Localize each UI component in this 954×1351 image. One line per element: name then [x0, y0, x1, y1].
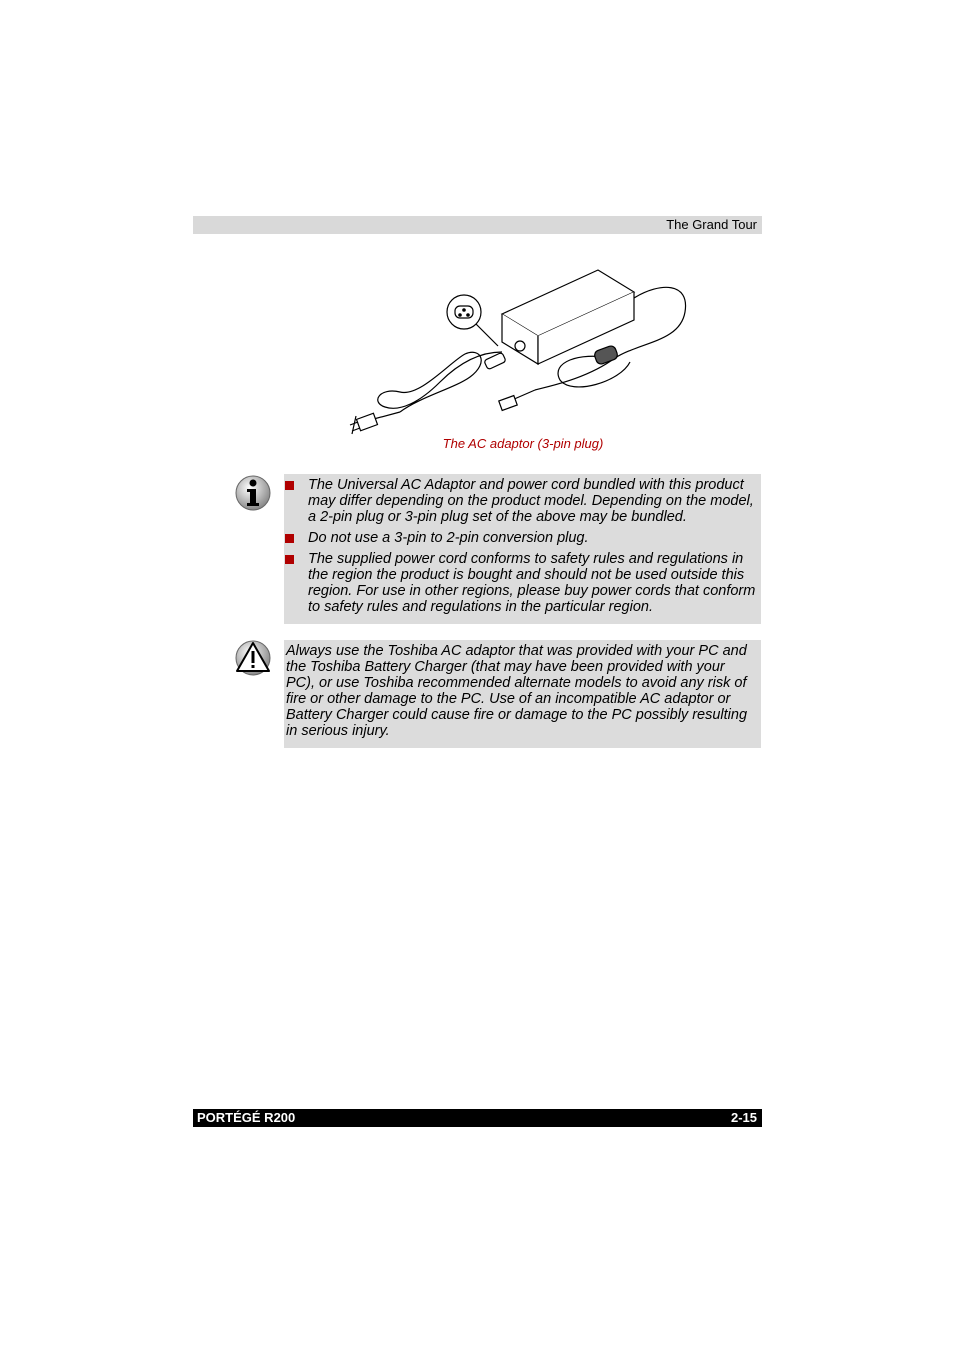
note-box [284, 474, 761, 624]
page-footer [193, 1109, 762, 1127]
warning-box: Always use the Toshiba AC adaptor that was provided with your PC and the Toshiba Battery Charger (that may have been provided with your PC), or use Toshiba recommended alternate models to avoid any risk of fire or other damage to the PC. Use of an incompatible AC adaptor or Battery Charger could cause fire or damage to the PC possibly resulting in serious injury. [284, 640, 761, 748]
note-text: Do not use a 3-pin to 2-pin conversion plug. [308, 530, 589, 546]
note-text: The Universal AC Adaptor and power cord bundled with this product may differ depending on the product model. Depending on the model, a 2-pin plug or 3-pin plug set of the above may be bundled. [308, 477, 754, 525]
warning-icon [234, 639, 272, 677]
list-item [284, 530, 757, 546]
page-number: 2-15 [730, 1110, 757, 1125]
note-text: The supplied power cord conforms to safety rules and regulations in the region the product is bought and should not be used outside this region. For use in other regions, please buy power cords that conform to safety rules and regulations in the particular region. [308, 551, 756, 615]
section-title: The Grand Tour [666, 217, 757, 232]
list-item [284, 551, 757, 615]
product-name: PORTÉGÉ R200 [197, 1110, 296, 1125]
page-header [193, 216, 762, 234]
figure-caption: The AC adaptor (3-pin plug) [442, 436, 604, 451]
bullet-square-icon [285, 555, 294, 564]
info-icon [234, 474, 272, 512]
bullet-square-icon [285, 481, 294, 490]
list-item [284, 477, 757, 525]
ac-adaptor-illustration [340, 262, 700, 440]
bullet-square-icon [285, 534, 294, 543]
